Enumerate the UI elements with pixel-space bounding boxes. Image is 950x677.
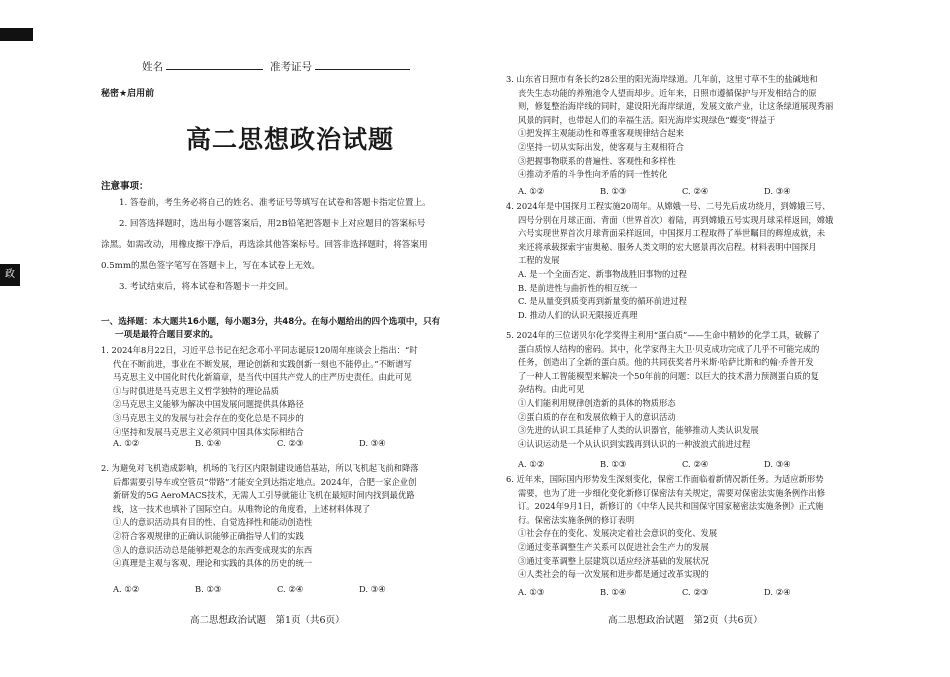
exam-no-blank <box>315 59 410 70</box>
statement-line: ①社会存在的变化、发展决定着社会意识的变化、发展 <box>518 528 718 539</box>
exam-no-label: 准考证号 <box>270 61 312 73</box>
statement-line: ④推动矛盾的斗争性向矛盾的同一性转化 <box>518 169 668 180</box>
option-a: A. ①② <box>113 438 140 448</box>
option-line: A. 是一个全面否定、新事物战胜旧事物的过程 <box>518 268 687 279</box>
question-line: 新研发的5G AeroMACS技术，无需人工引导就能让飞机在最短时间内找到最优路 <box>113 490 415 501</box>
note-item: 1. 答卷前，考生务必将自己的姓名、准考证号等填写在试卷和答题卡指定位置上。 <box>119 198 431 208</box>
option-a: A. ①② <box>518 186 545 196</box>
question-line: 来还将承载探索宇宙奥秘、服务人类文明的宏大愿景再次启程。材料表明中国探月 <box>518 241 817 252</box>
statement-line: ①把发挥主观能动性和尊重客观规律结合起来 <box>518 128 684 139</box>
statement-line: ②符合客观规律的正确认识能够正确指导人们的实践 <box>113 530 304 541</box>
option-d: D. ②④ <box>764 587 791 597</box>
page-title: 高二思想政治试题 <box>186 125 395 154</box>
question-line: 丧失生态功能的养殖池令人望而却步。近年来，日照市遵循保护与开发相结合的原 <box>518 87 817 98</box>
question-line: 4. 2024年是中国探月工程实施20周年。从嫦娥一号、二号先后成功绕月，到嫦娥三号、 <box>506 201 831 211</box>
statement-line: ③人的意识活动总是能够把观念的东西变成现实的东西 <box>113 544 313 555</box>
question-line: 5. 2024年的三位诺贝尔化学奖得主利用“蛋白质”——生命中精妙的化学工具，破解了 <box>506 330 820 340</box>
question-line: 后都需要引导车或空管员“带路”才能安全到达指定地点。2024年，合肥一家企业创 <box>113 476 417 487</box>
option-line: C. 是从量变到质变再到新量变的循环前进过程 <box>518 296 687 307</box>
question-1 <box>101 344 481 439</box>
option-a: A. ①② <box>518 459 545 469</box>
question-line: 则，修复整治海岸线的同时，建设阳光海岸绿道，发展文旅产业，让这条绿道展现秀丽 <box>518 101 834 112</box>
statement-line: ①人们能利用规律创造新的具体的物质形态 <box>518 397 676 408</box>
statement-line: ②通过变革调整生产关系可以促进社会生产力的发展 <box>518 541 709 552</box>
option-d: D. ③④ <box>359 584 386 594</box>
question-line: 六号实现世界首次月球背面采样返回，中国探月工程取得了举世瞩目的辉煌成就，未 <box>518 228 825 239</box>
name-label: 姓名 <box>142 61 163 73</box>
statement-line: ④认识运动是一个从认识到实践再到认识的一种波浪式前进过程 <box>518 438 751 449</box>
notes-list <box>101 193 479 298</box>
option-c: C. ②④ <box>682 186 709 196</box>
statement-line: ③通过变革调整上层建筑以适应经济基础的发展状况 <box>518 555 709 566</box>
question-line: 需要，也为了进一步细化变化新修订保密法有关规定，需要对保密法实施条例作出修 <box>518 487 825 498</box>
question-line: 订。2024年9月1日，新修订的《中华人民共和国保守国家秘密法实施条例》正式施 <box>518 501 824 512</box>
section-heading-line: 一、选择题：本大题共16小题，每小题3分，共48分。在每小题给出的四个选项中，只有 <box>101 317 441 327</box>
question-line: 3. 山东省日照市有条长约28公里的阳光海岸绿道。几年前，这里寸草不生的盐碱地和 <box>506 74 818 84</box>
secret-label: 秘密★启用前 <box>101 89 155 99</box>
option-b: B. ①④ <box>195 438 222 448</box>
option-c: C. ②③ <box>682 587 709 597</box>
answer-options <box>518 587 846 597</box>
statement-line: ②坚持一切从实际出发，使客观与主观相符合 <box>518 141 684 152</box>
question-line: 杂结构。由此可见 <box>518 384 585 395</box>
question-line: 马克思主义中国化时代化新篇章，是当代中国共产党人的庄严历史责任。由此可见 <box>113 372 412 383</box>
question-2 <box>101 462 481 571</box>
question-line: 行。保密法实施条例的修订表明 <box>518 514 635 525</box>
statement-line: ②蛋白质的存在和发展依赖于人的意识活动 <box>518 411 676 422</box>
question-4 <box>506 200 896 322</box>
section-heading <box>101 316 481 342</box>
answer-options <box>113 584 441 594</box>
question-5 <box>506 329 896 451</box>
option-line: D. 推动人们的认识无限接近真理 <box>518 309 638 320</box>
statement-line: ①与时俱进是马克思主义哲学独特的理论品质 <box>113 385 279 396</box>
question-line: 代在不断前进，事业在不断发展，理论创新和实践创新一刻也不能停止。”不断谱写 <box>113 358 412 369</box>
statement-line: ③把握事物联系的普遍性、客观性和多样性 <box>518 155 676 166</box>
statement-line: ④人类社会的每一次发展和进步都是通过改革实现的 <box>518 569 709 580</box>
option-b: B. ①③ <box>195 584 222 594</box>
page-footer-left: 高二思想政治试题 第1页（共6页） <box>190 615 345 626</box>
answer-options <box>518 186 846 196</box>
subject-tab: 政 <box>0 264 20 286</box>
answer-options <box>518 459 846 469</box>
option-b: B. ①④ <box>600 587 627 597</box>
statement-line: ④坚持和发展马克思主义必须同中国具体实际相结合 <box>113 426 304 437</box>
option-c: C. ②③ <box>277 438 304 448</box>
statement-line: ③先进的认识工具延伸了人类的认识器官，能够推动人类认识发展 <box>518 425 759 436</box>
question-line: 线，这一技术也填补了国际空白。从唯物论的角度看，上述材料体现了 <box>113 503 371 514</box>
name-field <box>142 59 263 74</box>
notes-heading: 注意事项： <box>101 181 149 192</box>
option-line: B. 是前进性与曲折性的相互统一 <box>518 282 638 293</box>
option-c: C. ②④ <box>277 584 304 594</box>
question-line: 蛋白质惊人结构的密码。其中，化学家得主大卫·贝克成功完成了几乎不可能完成的 <box>518 343 820 354</box>
answer-options <box>113 438 441 448</box>
question-line: 2. 为避免对飞机造成影响，机场的飞行区内限制建设通信基站，所以飞机起飞前和降落 <box>101 463 419 473</box>
section-heading-line: 一项是最符合题目要求的。 <box>115 330 219 340</box>
name-blank <box>166 59 263 70</box>
question-line: 1. 2024年8月22日，习近平总书记在纪念邓小平同志诞辰120周年座谈会上指出：“时 <box>101 345 418 355</box>
corner-marker <box>0 28 33 41</box>
option-b: B. ①③ <box>600 186 627 196</box>
option-a: A. ①③ <box>518 587 545 597</box>
question-line: 工程的发展 <box>518 255 560 266</box>
question-line: 任务，创造出了全新的蛋白质。他的共同获奖者丹米斯·哈萨比斯和约翰·乔普开发 <box>518 357 814 368</box>
option-a: A. ①② <box>113 584 140 594</box>
note-item: 0.5mm的黑色签字笔写在答题卡上，写在本试卷上无效。 <box>101 261 321 271</box>
option-d: D. ③④ <box>764 186 791 196</box>
question-line: 四号分别在月球正面、背面（世界首次）着陆，再到嫦娥五号实现月球采样返回，嫦娥 <box>518 214 834 225</box>
question-line: 6. 近年来，国际国内形势发生深刻变化，保密工作面临着新情况新任务。为适应新形势 <box>506 474 824 484</box>
statement-line: ④真理是主观与客观、理论和实践的具体的历史的统一 <box>113 558 313 569</box>
option-c: C. ②④ <box>682 459 709 469</box>
question-6 <box>506 473 896 582</box>
option-d: D. ③④ <box>764 459 791 469</box>
note-item: 涂黑。如需改动，用橡皮擦干净后，再选涂其他答案标号。回答非选择题时，将答案用 <box>101 240 428 250</box>
statement-line: ②马克思主义能够为解决中国发展问题提供具体路径 <box>113 399 304 410</box>
page-footer-right: 高二思想政治试题 第2页（共6页） <box>608 615 763 626</box>
question-line: 风景的同时，也带起人们的幸福生活。阳光海岸实现绿色“蝶变”得益于 <box>518 114 776 125</box>
note-item: 3. 考试结束后，将本试卷和答题卡一并交回。 <box>119 282 294 292</box>
option-b: B. ①③ <box>600 459 627 469</box>
exam-no-field <box>270 59 410 74</box>
question-3 <box>506 73 896 182</box>
statement-line: ③马克思主义的发展与社会存在的变化总是不同步的 <box>113 412 304 423</box>
question-line: 了一种人工智能模型来解决一个50年前的问题：以巨大的技术潜力预测蛋白质的复 <box>518 370 819 381</box>
note-item: 2. 回答选择题时，选出每小题答案后，用2B铅笔把答题卡上对应题目的答案标号 <box>119 219 426 229</box>
option-d: D. ③④ <box>359 438 386 448</box>
statement-line: ①人的意识活动具有目的性、自觉选择性和能动创造性 <box>113 517 313 528</box>
